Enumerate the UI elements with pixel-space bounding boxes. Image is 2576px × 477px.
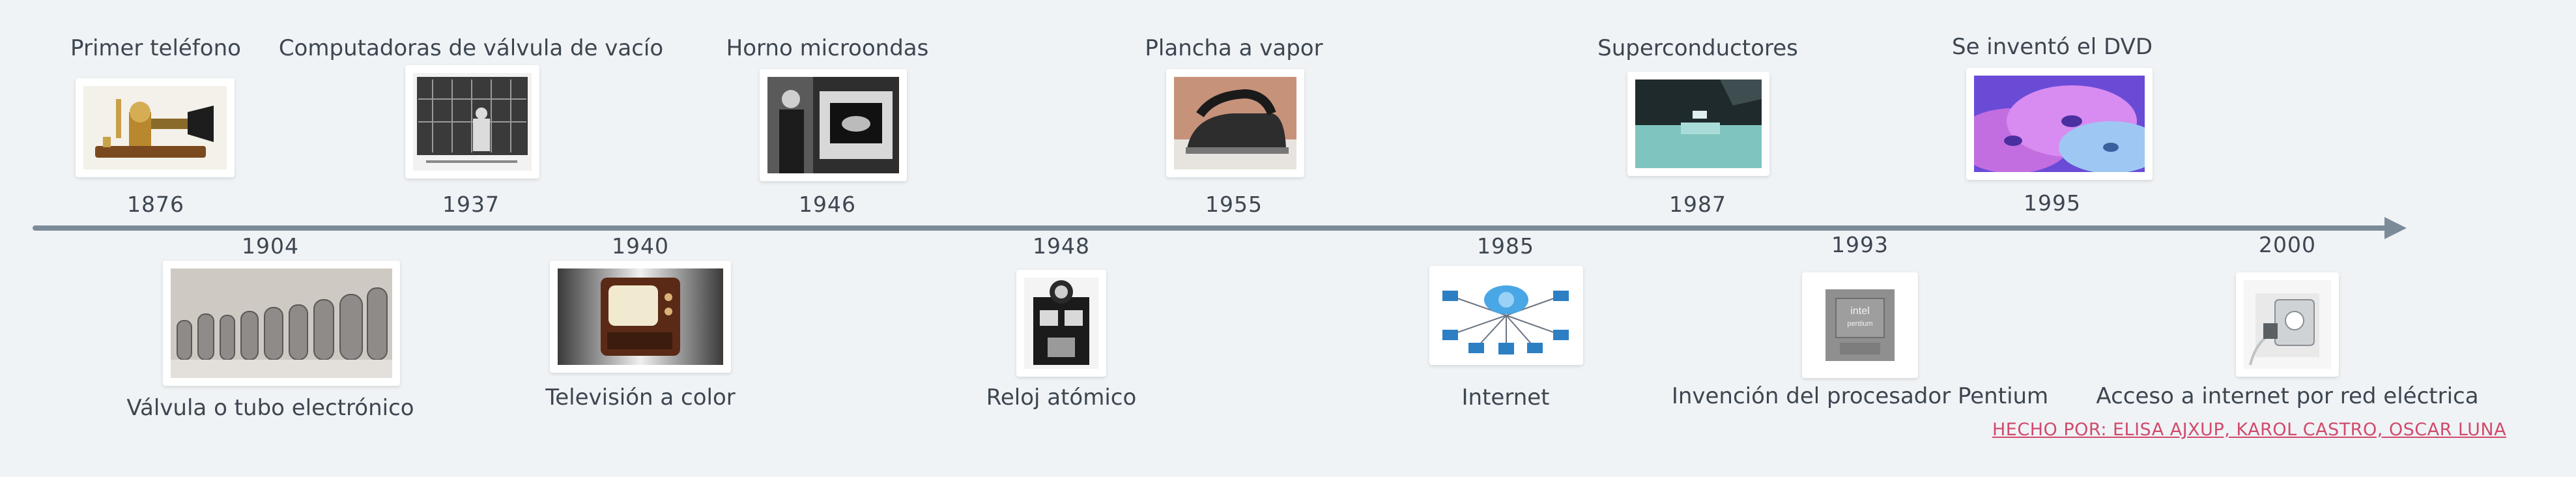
event-label-1876: Primer teléfono <box>70 35 241 61</box>
event-label-1985: Internet <box>1461 384 1550 411</box>
event-label-1955: Plancha a vapor <box>1145 35 1323 61</box>
event-label-1937: Computadoras de válvula de vacío <box>278 35 664 61</box>
event-year-1987: 1987 <box>1669 192 1726 217</box>
svg-text:intel: intel <box>1850 306 1870 317</box>
event-image-1987-superconductor <box>1627 72 1769 176</box>
timeline-arrow-icon <box>2384 217 2407 239</box>
event-image-1955-steam-iron <box>1166 69 1304 177</box>
event-image-1876-telephone <box>76 78 235 177</box>
event-image-1995-dvd-discs <box>1966 68 2153 180</box>
event-label-1987: Superconductores <box>1597 35 1798 61</box>
event-image-1946-microwave-oven <box>760 69 907 181</box>
event-label-1948: Reloj atómico <box>986 384 1137 411</box>
event-label-1946: Horno microondas <box>726 35 929 61</box>
event-label-1995: Se inventó el DVD <box>1951 34 2153 60</box>
event-year-1985: 1985 <box>1477 233 1534 259</box>
event-year-1995: 1995 <box>2024 190 2081 216</box>
event-year-1955: 1955 <box>1205 192 1263 217</box>
event-year-1904: 1904 <box>242 233 299 259</box>
event-label-1904: Válvula o tubo electrónico <box>126 395 414 421</box>
event-image-1948-atomic-clock <box>1016 270 1106 377</box>
event-image-2000-powerline-adapter <box>2236 272 2339 377</box>
event-image-1985-internet-network <box>1429 266 1583 365</box>
event-year-1946: 1946 <box>799 192 856 217</box>
event-year-1993: 1993 <box>1831 232 1889 257</box>
timeline-axis <box>33 225 2391 231</box>
event-year-1940: 1940 <box>612 233 669 259</box>
event-label-1993: Invención del procesador Pentium <box>1671 383 2049 409</box>
svg-text:pentium: pentium <box>1847 320 1873 328</box>
event-year-2000: 2000 <box>2259 232 2316 257</box>
event-image-1904-vacuum-tubes <box>163 261 400 386</box>
event-image-1940-television <box>550 261 731 373</box>
event-label-2000: Acceso a internet por red eléctrica <box>2096 383 2479 409</box>
event-image-1937-vacuum-tube-computer <box>405 65 539 179</box>
credits-link[interactable]: HECHO POR: ELISA AJXUP, KAROL CASTRO, OSCAR LUNA <box>1992 420 2507 440</box>
event-year-1948: 1948 <box>1033 233 1090 259</box>
event-image-1993-pentium-chip <box>1802 272 1918 378</box>
event-label-1940: Televisión a color <box>545 384 736 411</box>
event-year-1937: 1937 <box>442 192 500 217</box>
event-year-1876: 1876 <box>127 192 184 217</box>
